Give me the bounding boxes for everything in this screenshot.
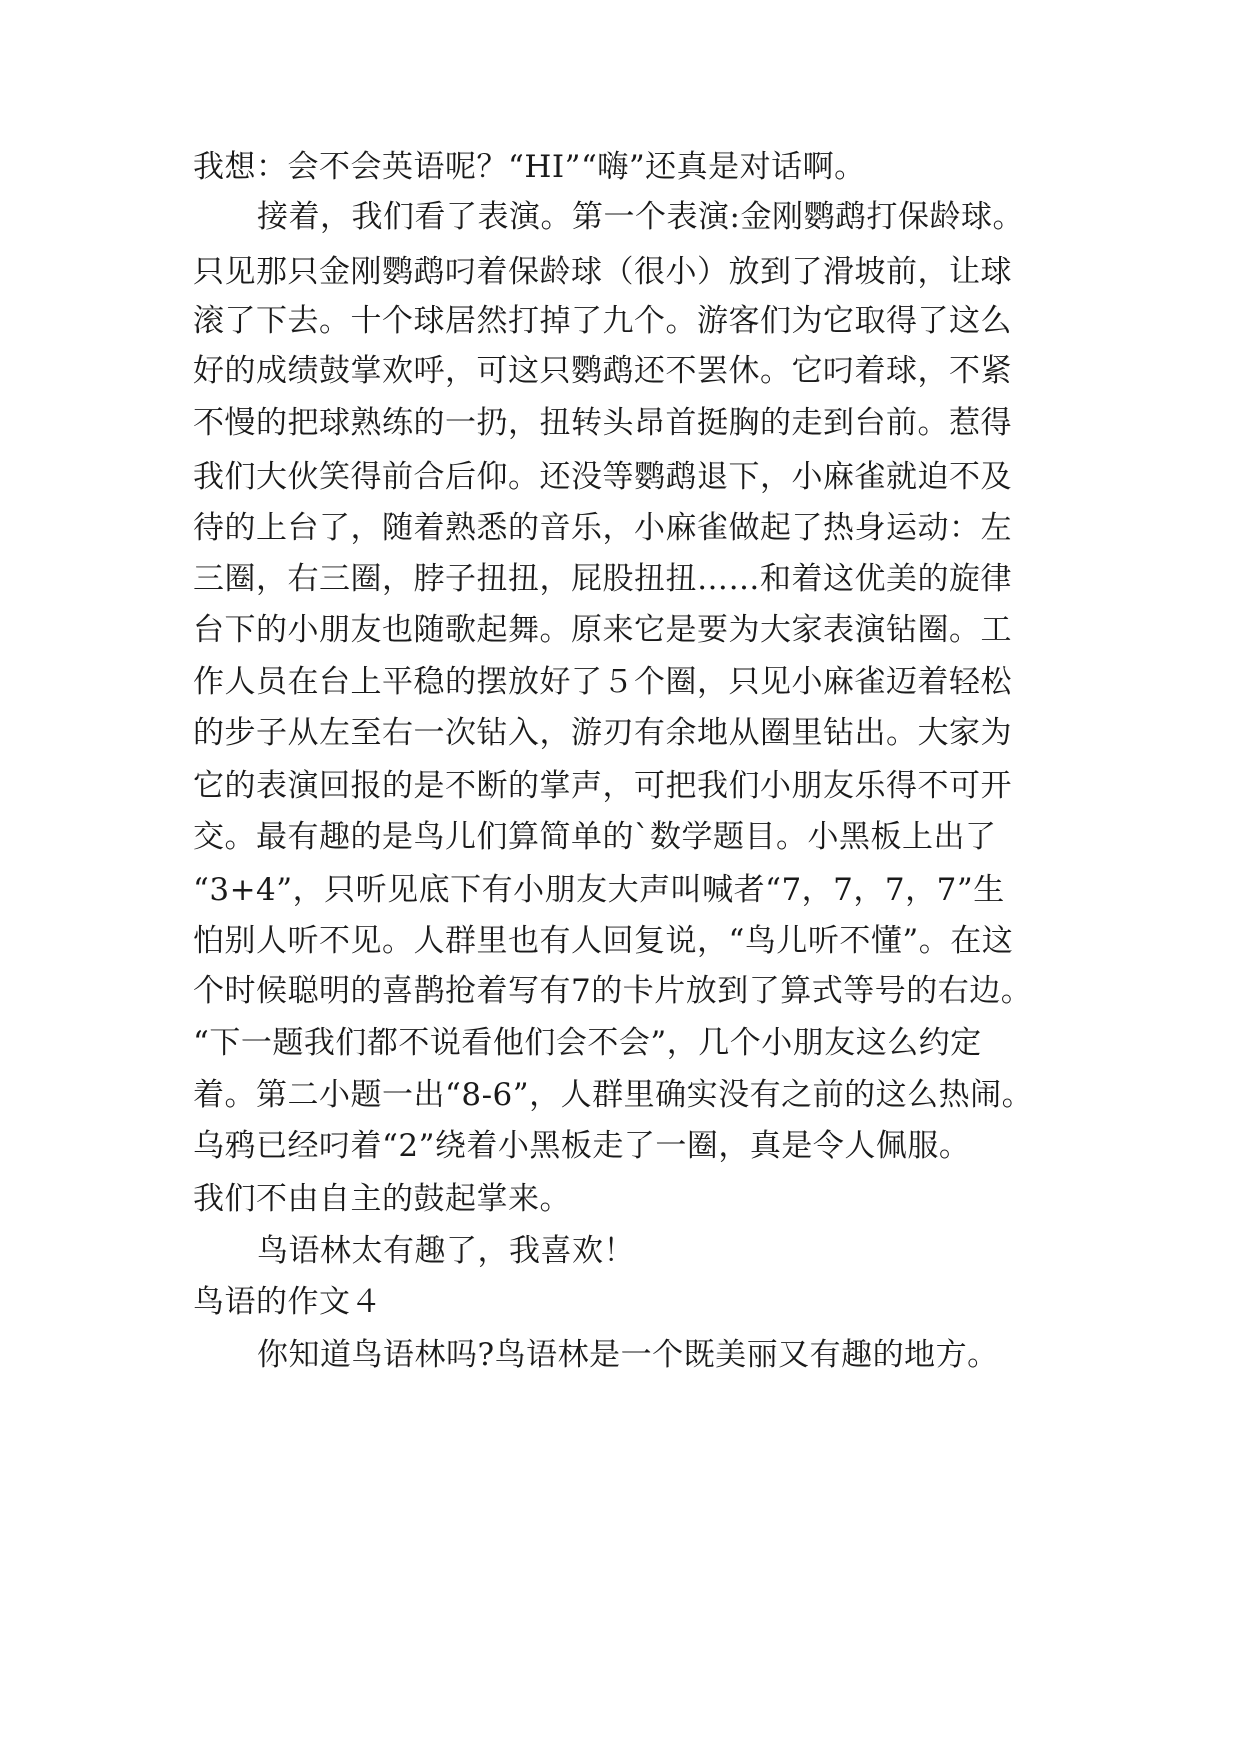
paragraph-line: 个时候聪明的喜鹊抢着写有7的卡片放到了算式等号的右边。 [193, 973, 1033, 1009]
paragraph-line: 乌鸦已经叼着“2”绕着小黑板走了一圈，真是令人佩服。 [193, 1128, 971, 1164]
paragraph-line: “3+4”，只听见底下有小朋友大声叫喊者“7，7，7，7”生 [193, 872, 1005, 908]
paragraph-line: 台下的小朋友也随歌起舞。原来它是要为大家表演钻圈。工 [193, 612, 1012, 648]
paragraph-line: 怕别人听不见。人群里也有人回复说，“鸟儿听不懂”。在这 [193, 923, 1014, 959]
paragraph-line: 交。最有趣的是鸟儿们算简单的`数学题目。小黑板上出了 [193, 819, 997, 855]
paragraph-line: 接着，我们看了表演。第一个表演:金刚鹦鹉打保龄球。 [257, 199, 1024, 235]
paragraph-line: 你知道鸟语林吗?鸟语林是一个既美丽又有趣的地方。 [257, 1337, 999, 1373]
paragraph-line: 不慢的把球熟练的一扔，扭转头昂首挺胸的走到台前。惹得 [193, 405, 1012, 441]
paragraph-line: 我们不由自主的鼓起掌来。 [193, 1181, 571, 1217]
paragraph-line: 三圈，右三圈，脖子扭扭，屁股扭扭……和着这优美的旋律 [193, 561, 1012, 597]
paragraph-line: 的步子从左至右一次钻入，游刃有余地从圈里钻出。大家为 [193, 715, 1012, 751]
paragraph-line: 鸟语林太有趣了，我喜欢！ [257, 1233, 635, 1269]
paragraph-line: “下一题我们都不说看他们会不会”，几个小朋友这么约定 [193, 1025, 982, 1061]
paragraph-line: 我们大伙笑得前合后仰。还没等鹦鹉退下，小麻雀就迫不及 [193, 459, 1012, 495]
paragraph-line: 着。第二小题一出“8-6”，人群里确实没有之前的这么热闹。 [193, 1077, 1034, 1113]
paragraph-line: 只见那只金刚鹦鹉叼着保龄球（很小）放到了滑坡前，让球 [193, 254, 1012, 290]
section-heading: 鸟语的作文４ [193, 1284, 382, 1320]
paragraph-line: 待的上台了，随着熟悉的音乐，小麻雀做起了热身运动：左 [193, 510, 1012, 546]
paragraph-line: 滚了下去。十个球居然打掉了九个。游客们为它取得了这么 [193, 303, 1012, 339]
paragraph-line: 我想：会不会英语呢？“HI”“嗨”还真是对话啊。 [193, 149, 866, 185]
paragraph-line: 作人员在台上平稳的摆放好了５个圈，只见小麻雀迈着轻松 [193, 664, 1012, 700]
paragraph-line: 它的表演回报的是不断的掌声，可把我们小朋友乐得不可开 [193, 768, 1012, 804]
paragraph-line: 好的成绩鼓掌欢呼，可这只鹦鹉还不罢休。它叼着球，不紧 [193, 353, 1012, 389]
